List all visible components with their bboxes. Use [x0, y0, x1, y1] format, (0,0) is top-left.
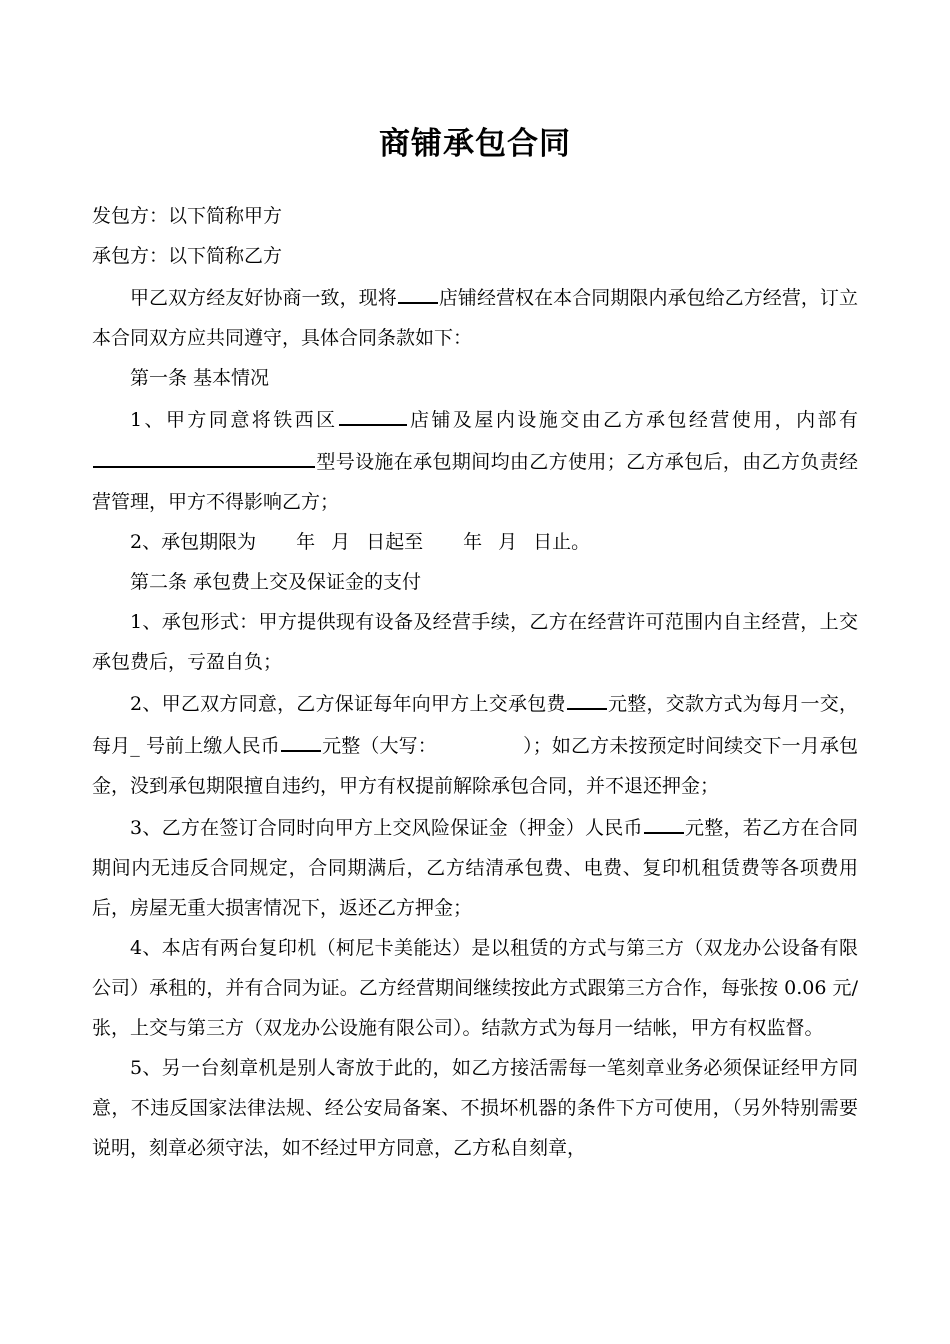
article2-item2-part-d: ）；如乙方未按预定时间续交下一月承包金，没到承包期限擅自违约，甲方有权提前解除承包合同，并不退还押金； [92, 735, 858, 797]
article2-item5: 5、另一台刻章机是别人寄放于此的，如乙方接活需每一笔刻章业务必须保证经甲方同意，不违反国家法律法规、经公安局备案、不损坏机器的条件下方可使用，（另外特别需要说明，刻章必须守法，如不经过甲方同意，乙方私自刻章， [92, 1057, 858, 1159]
article1-item1-part-b: 店铺及屋内设施交由乙方承包经营使用，内部有 [407, 409, 858, 431]
article2-item1: 1、承包形式：甲方提供现有设备及经营手续，乙方在经营许可范围内自主经营，上交承包费后，亏盈自负； [92, 611, 858, 673]
intro-text-pre: 甲乙双方经友好协商一致，现将 [130, 287, 397, 309]
article1-item2 [92, 522, 858, 562]
blank-annual-fee [567, 682, 607, 710]
article2-item4: 4、本店有两台复印机（柯尼卡美能达）是以租赁的方式与第三方（双龙办公设备有限公司）承租的，并有合同为证。乙方经营期间继续按此方式跟第三方合作，每张按 0.06 元/张，上交与第三方（双龙办公设施有限公司）。结款方式为每月一结帐，甲方有权监督。 [92, 937, 858, 1039]
term-label: 2、承包期限为 [130, 531, 257, 553]
blank-monthly-fee [281, 724, 321, 752]
blank-shop-name [398, 276, 438, 304]
article2-item2-part-b: 元整，交款方式为每月一交，每月_ 号前上缴人民币 [92, 693, 858, 757]
term-year-start: 年 [296, 531, 316, 553]
blank-deposit [644, 806, 684, 834]
party-issuer: 发包方：以下简称甲方 [92, 205, 283, 227]
article1-item1-part-a: 1、甲方同意将铁西区 [130, 409, 338, 431]
article2-heading: 第二条 承包费上交及保证金的支付 [130, 571, 422, 593]
article2-item2-part-a: 2、甲乙双方同意，乙方保证每年向甲方上交承包费 [130, 693, 566, 715]
document-title: 商铺承包合同 [379, 126, 571, 162]
article1-item1-part-c: 型号设施在承包期间均由乙方使用；乙方承包后，由乙方负责经营管理，甲方不得影响乙方； [92, 451, 858, 513]
intro-paragraph [92, 276, 858, 358]
blank-equipment [93, 440, 315, 468]
article2-item3 [92, 806, 858, 928]
article2-item2-part-c: 元整（大写： [321, 735, 437, 757]
term-day-start: 日起至 [366, 531, 424, 553]
blank-district [339, 398, 407, 426]
article1-item1 [92, 398, 858, 522]
article1-heading: 第一条 基本情况 [130, 367, 270, 389]
term-month-start: 月 [331, 531, 351, 553]
term-day-end: 日止。 [533, 531, 591, 553]
party-contractor: 承包方：以下简称乙方 [92, 245, 283, 267]
term-year-end: 年 [463, 531, 483, 553]
intro-text-post: 店铺经营权在本合同期限内承包给乙方经营，订立本合同双方应共同遵守，具体合同条款如下： [92, 287, 858, 349]
term-month-end: 月 [498, 531, 518, 553]
document-body [92, 196, 858, 1168]
article2-item3-part-b: 元整，若乙方在合同期间内无违反合同规定，合同期满后，乙方结清承包费、电费、复印机租赁费等各项费用后，房屋无重大损害情况下，返还乙方押金； [92, 817, 858, 919]
article2-item2 [92, 682, 858, 806]
article2-item3-part-a: 3、乙方在签订合同时向甲方上交风险保证金（押金）人民币 [130, 817, 643, 839]
